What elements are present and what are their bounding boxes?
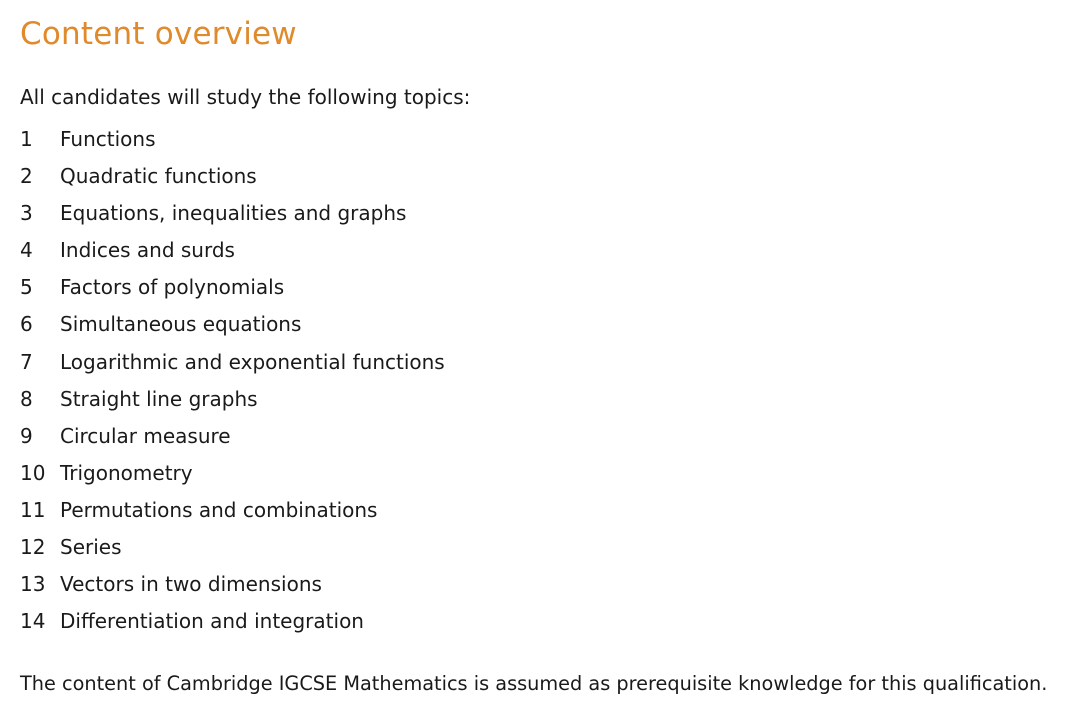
topic-name: Simultaneous equations	[60, 312, 302, 337]
topic-name: Straight line graphs	[60, 386, 258, 411]
topic-name: Permutations and combinations	[60, 497, 378, 522]
topic-number: 9	[20, 423, 33, 448]
topic-number: 6	[20, 312, 33, 337]
list-item	[20, 496, 445, 533]
footer-note: The content of Cambridge IGCSE Mathematics is assumed as prerequisite knowledge for this qualification.	[20, 672, 1048, 695]
topic-list	[20, 125, 445, 644]
topic-name: Factors of polynomials	[60, 275, 285, 300]
page-title: Content overview	[20, 16, 297, 52]
topic-name: Series	[60, 535, 122, 560]
list-item	[20, 533, 445, 570]
topic-number: 3	[20, 201, 33, 226]
list-item	[20, 310, 445, 347]
topic-name: Logarithmic and exponential functions	[60, 349, 445, 374]
topic-name: Indices and surds	[60, 238, 235, 263]
list-item	[20, 162, 445, 199]
topic-name: Functions	[60, 127, 156, 151]
topic-number: 10	[20, 460, 46, 485]
topic-number: 8	[20, 386, 33, 411]
topic-number: 4	[20, 238, 33, 263]
list-item	[20, 385, 445, 422]
topic-number: 14	[20, 609, 46, 634]
topic-number: 7	[20, 349, 33, 374]
list-item	[20, 199, 445, 236]
topic-number: 2	[20, 164, 33, 189]
list-item	[20, 236, 445, 273]
list-item	[20, 459, 445, 496]
list-item	[20, 125, 445, 162]
topic-name: Equations, inequalities and graphs	[60, 201, 407, 226]
topic-name: Vectors in two dimensions	[60, 572, 322, 597]
topic-name: Quadratic functions	[60, 164, 257, 189]
list-item	[20, 273, 445, 310]
topic-name: Circular measure	[60, 423, 231, 448]
topic-number: 12	[20, 535, 46, 560]
topic-number: 5	[20, 275, 33, 300]
list-item	[20, 570, 445, 607]
list-item	[20, 607, 445, 644]
topic-number: 1	[20, 127, 33, 151]
topic-number: 13	[20, 572, 46, 597]
topic-number: 11	[20, 497, 46, 522]
list-item	[20, 422, 445, 459]
topic-name: Differentiation and integration	[60, 609, 364, 634]
intro-text: All candidates will study the following topics:	[20, 85, 471, 109]
list-item	[20, 348, 445, 385]
topic-name: Trigonometry	[60, 460, 193, 485]
